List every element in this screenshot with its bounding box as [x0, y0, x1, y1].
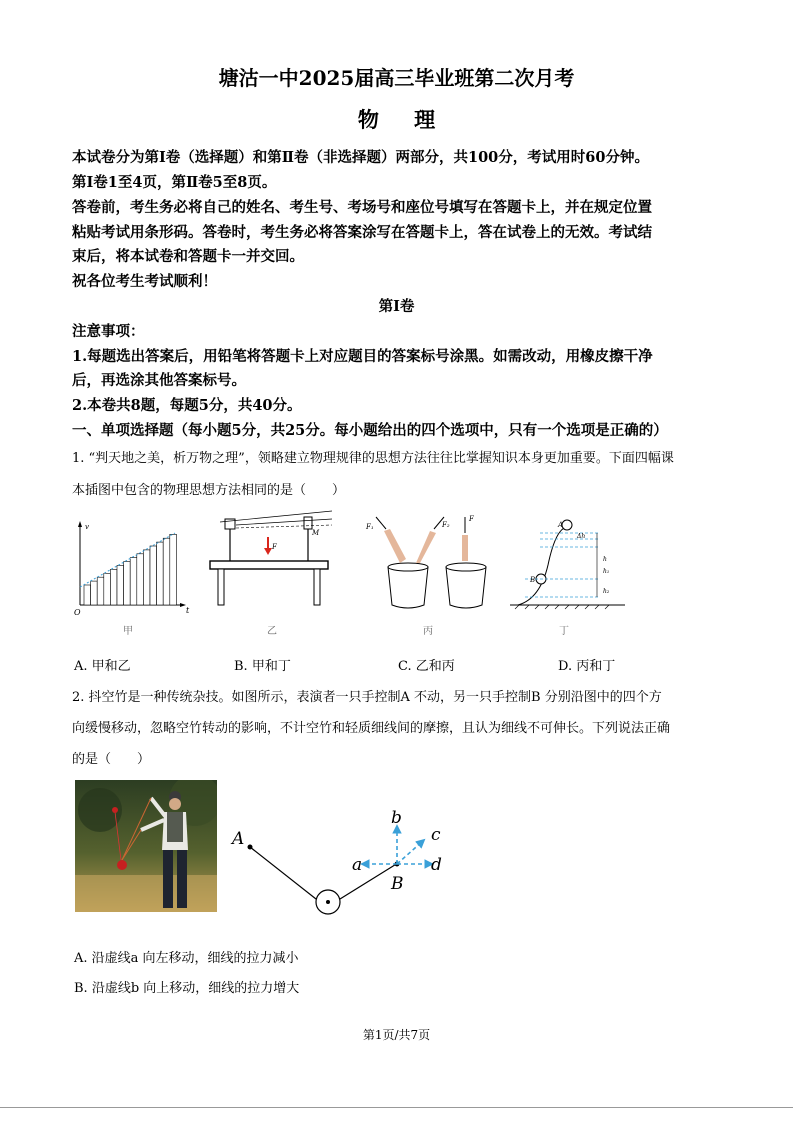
staircase-bar: [97, 577, 104, 605]
staircase-bar: [130, 558, 137, 605]
intro-line-5: 束后，将本试卷和答题卡一并交回。: [72, 248, 304, 265]
intro-line-2: 第Ⅰ卷1至4页，第Ⅱ卷5至8页。: [72, 174, 277, 191]
dh-label-1: Δh: [577, 533, 586, 540]
q2-stem-2: 向缓慢移动，忽略空竹转动的影响，不计空竹和轻质细线间的摩擦，且认为细线不可伸长。下列说法正确: [72, 721, 671, 736]
exam-title: 塘沽一中2025届高三毕业班第二次月考: [218, 66, 575, 90]
point-b-label: B: [391, 874, 404, 894]
direction-d-label: d: [431, 855, 442, 875]
note-1a: 1.每题选出答案后，用铅笔将答题卡上对应题目的答案标号涂黑。如需改动，用橡皮擦干净: [72, 348, 653, 365]
q1-option-c[interactable]: C. 乙和丙: [398, 659, 455, 674]
h-label: h: [603, 556, 607, 563]
mirror-label-m: M: [312, 529, 320, 537]
intro-line-6: 祝各位考生考试顺利！: [72, 273, 217, 290]
subject-title: 物 理: [357, 107, 450, 132]
direction-a-label: a: [352, 855, 363, 875]
caption-yi: 乙: [267, 626, 277, 637]
notes-title: 注意事项：: [72, 323, 145, 340]
page-bottom-divider: [0, 1107, 793, 1108]
q1-stem-1: 1. “判天地之美，析万物之理”，领略建立物理规律的思想方法往往比掌握知识本身更加重要。下面四幅课: [72, 451, 674, 466]
staircase-bar: [110, 569, 117, 605]
q2-diagram: [228, 804, 458, 920]
force-label-f3: F: [469, 515, 474, 523]
point-a-label: A: [558, 521, 564, 529]
note-1b: 后，再选涂其他答案标号。: [72, 372, 246, 389]
staircase-bar: [143, 550, 150, 605]
staircase-bar: [170, 534, 177, 605]
staircase-bar: [150, 546, 157, 605]
q1-option-b[interactable]: B. 甲和丁: [234, 659, 291, 674]
figure-bing: [365, 515, 486, 608]
q1-figures: [70, 505, 630, 630]
q2-stem-3: 的是（ ）: [72, 752, 151, 767]
q1-option-d[interactable]: D. 丙和丁: [558, 659, 616, 674]
staircase-bar: [84, 585, 91, 605]
part-1-heading: 一、单项选择题（每小题5分，共25分。每小题给出的四个选项中，只有一个选项是正确的）: [72, 422, 668, 439]
figure-ding: [510, 520, 625, 609]
h1-label: h₁: [603, 568, 610, 575]
staircase-bar: [104, 573, 111, 605]
point-a-label: A: [232, 829, 245, 849]
t-axis-label: t: [186, 606, 190, 615]
caption-ding: 丁: [559, 626, 569, 637]
caption-bing: 丙: [423, 626, 433, 637]
diabolo-photo: [75, 780, 217, 912]
staircase-bar: [117, 566, 124, 606]
figure-yi: [210, 511, 332, 605]
q1-stem-2: 本插图中包含的物理思想方法相同的是（ ）: [72, 483, 346, 498]
intro-line-1: 本试卷分为第Ⅰ卷（选择题）和第Ⅱ卷（非选择题）两部分，共100分，考试用时60分钟。: [72, 149, 649, 166]
staircase-bar: [157, 542, 164, 605]
force-label-f2: F₂: [442, 521, 450, 529]
direction-b-label: b: [391, 808, 402, 828]
point-b-label: B: [530, 576, 536, 584]
origin-label: O: [74, 608, 81, 617]
staircase-bar: [137, 554, 144, 605]
v-axis-label: v: [85, 523, 89, 531]
caption-jia: 甲: [123, 626, 133, 637]
staircase-bar: [124, 562, 131, 605]
h2-label: h₂: [603, 588, 610, 595]
section-title: 第Ⅰ卷: [378, 298, 415, 315]
staircase-bar: [163, 538, 170, 605]
page-number: 第1页/共7页: [362, 1028, 431, 1042]
force-label-f1: F₁: [366, 523, 374, 531]
staircase-bar: [91, 581, 98, 605]
q2-stem-1: 2. 抖空竹是一种传统杂技。如图所示，表演者一只手控制A 不动，另一只手控制B 分别沿图中的四个方: [72, 690, 662, 705]
direction-c-label: c: [431, 825, 441, 845]
note-2: 2.本卷共8题，每题5分，共40分。: [72, 397, 302, 414]
intro-line-3: 答卷前，考生务必将自己的姓名、考生号、考场号和座位号填写在答题卡上，并在规定位置: [72, 199, 652, 216]
intro-line-4: 粘贴考试用条形码。答卷时，考生务必将答案涂写在答题卡上，答在试卷上的无效。考试结: [72, 224, 652, 241]
q2-option-a[interactable]: A. 沿虚线a 向左移动，细线的拉力减小: [74, 951, 299, 966]
figure-jia: [74, 521, 190, 617]
force-label-f: F: [272, 543, 277, 551]
q2-option-b[interactable]: B. 沿虚线b 向上移动，细线的拉力增大: [74, 981, 300, 996]
q1-option-a[interactable]: A. 甲和乙: [74, 659, 131, 674]
